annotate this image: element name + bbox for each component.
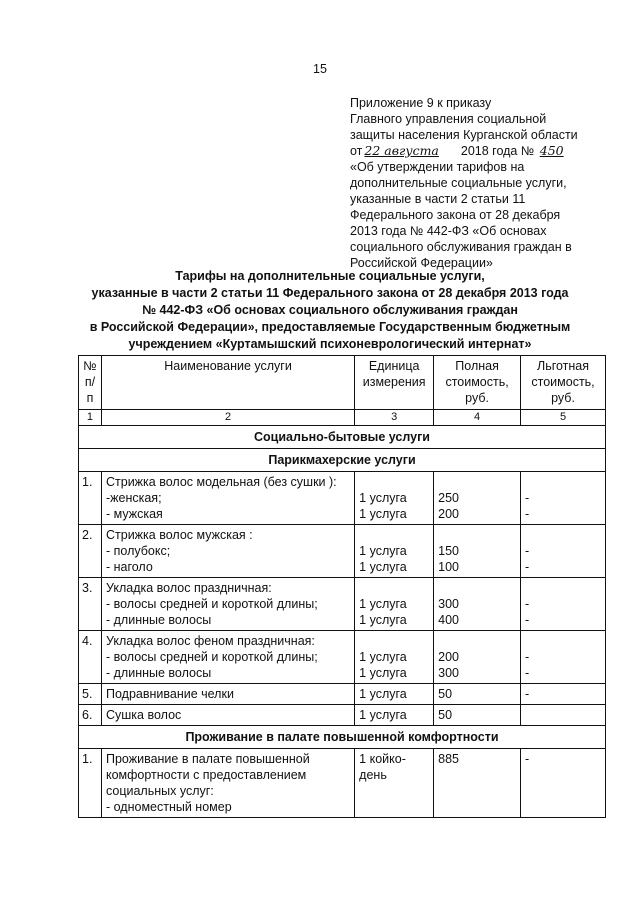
section-title-social: Социально-бытовые услуги (79, 426, 606, 449)
service-title: Укладка волос праздничная: (105, 581, 272, 595)
section-row (79, 449, 606, 472)
discount-value: - (525, 650, 530, 664)
service-sub: - волосы средней и короткой длины; (105, 650, 318, 664)
table-row (79, 705, 606, 726)
price-cell (434, 631, 521, 684)
title-line: № 442-ФЗ «Об основах социального обслуживания граждан (142, 303, 518, 317)
service-name: Сушка волос (101, 705, 354, 726)
row-number: 4. (79, 631, 102, 684)
service-sub: - наголо (105, 560, 153, 574)
table-row (79, 684, 606, 705)
table-header-row (79, 356, 606, 410)
price-value: 300 (438, 666, 459, 680)
column-index: 3 (355, 410, 434, 426)
unit-cell (355, 631, 434, 684)
section-row (79, 726, 606, 749)
service-name: Подравнивание челки (101, 684, 354, 705)
price-value: 885 (434, 749, 521, 818)
unit-value: день (359, 768, 387, 782)
discount-value: - (525, 613, 530, 627)
section-title-hairdressing: Парикмахерские услуги (79, 449, 606, 472)
table-row (79, 472, 606, 525)
header-num: № п/п (79, 356, 102, 410)
price-value: 300 (438, 597, 459, 611)
service-sub: - полубокс; (105, 544, 171, 558)
service-title: Стрижка волос модельная (без сушки ): (105, 475, 337, 489)
service-name (101, 749, 354, 818)
service-line: комфортности с предоставлением (105, 768, 307, 782)
price-value: 200 (438, 507, 459, 521)
discount-value: - (525, 597, 530, 611)
unit-value: 1 услуга (355, 705, 434, 726)
handwritten-date: 22 августа (364, 143, 439, 158)
section-title-comfort: Проживание в палате повышенной комфортности (79, 726, 606, 749)
title-line: учреждением «Куртамышский психоневрологический интернат» (128, 337, 532, 351)
service-sub: - длинные волосы (105, 666, 212, 680)
service-title: Стрижка волос мужская : (105, 528, 253, 542)
row-number: 3. (79, 578, 102, 631)
table-row (79, 578, 606, 631)
row-number: 1. (79, 472, 102, 525)
section-row (79, 426, 606, 449)
annex-line: Приложение 9 к приказу (350, 96, 492, 110)
annex-line: указанные в части 2 статьи 11 (350, 192, 526, 206)
annex-line: 2013 года № 442-ФЗ «Об основах (350, 224, 547, 238)
service-name (101, 631, 354, 684)
service-name (101, 525, 354, 578)
unit-value: 1 услуга (359, 544, 407, 558)
discount-value: - (521, 684, 606, 705)
service-line: - одноместный номер (105, 800, 232, 814)
price-cell (434, 525, 521, 578)
discount-cell (521, 631, 606, 684)
discount-cell (521, 472, 606, 525)
date-prefix: от (350, 144, 363, 158)
annex-line: Российской Федерации» (350, 256, 493, 270)
price-value: 100 (438, 560, 459, 574)
document-title (60, 268, 600, 353)
column-index-row (79, 410, 606, 426)
discount-value (521, 705, 606, 726)
service-sub: - волосы средней и короткой длины; (105, 597, 318, 611)
annex-header (350, 95, 630, 271)
price-value: 250 (438, 491, 459, 505)
row-number: 5. (79, 684, 102, 705)
price-value: 50 (434, 705, 521, 726)
annex-date-line (350, 143, 630, 159)
table-row (79, 631, 606, 684)
page-number: 15 (313, 62, 327, 76)
discount-value: - (525, 491, 530, 505)
service-title: Укладка волос феном праздничная: (105, 634, 315, 648)
unit-value: 1 услуга (355, 684, 434, 705)
year-text: 2018 года № (460, 144, 535, 158)
service-name (101, 472, 354, 525)
service-line: Проживание в палате повышенной (105, 752, 310, 766)
row-number: 1. (79, 749, 102, 818)
tariff-table (78, 355, 606, 818)
discount-value: - (521, 749, 606, 818)
header-unit: Единица измерения (355, 356, 434, 410)
unit-cell (355, 525, 434, 578)
unit-cell (355, 749, 434, 818)
price-value: 400 (438, 613, 459, 627)
header-full-price: Полная стоимость, руб. (434, 356, 521, 410)
price-value: 150 (438, 544, 459, 558)
unit-value: 1 услуга (359, 491, 407, 505)
discount-value: - (525, 560, 530, 574)
service-sub: -женская; (105, 491, 162, 505)
discount-value: - (525, 666, 530, 680)
service-name (101, 578, 354, 631)
title-line: в Российской Федерации», предоставляемые Государственным бюджетным (89, 320, 571, 334)
discount-cell (521, 578, 606, 631)
handwritten-order-number: 450 (539, 143, 564, 158)
price-cell (434, 472, 521, 525)
title-line: Тарифы на дополнительные социальные услуги, (175, 269, 485, 283)
annex-line: Главного управления социальной (350, 112, 547, 126)
unit-value: 1 койко- (359, 752, 406, 766)
column-index: 4 (434, 410, 521, 426)
service-line: социальных услуг: (105, 784, 214, 798)
service-sub: - мужская (105, 507, 163, 521)
price-value: 200 (438, 650, 459, 664)
annex-line: дополнительные социальные услуги, (350, 176, 567, 190)
unit-value: 1 услуга (359, 666, 407, 680)
price-cell (434, 578, 521, 631)
row-number: 2. (79, 525, 102, 578)
discount-value: - (525, 544, 530, 558)
annex-line: социального обслуживания граждан в (350, 240, 572, 254)
title-line: указанные в части 2 статьи 11 Федерального закона от 28 декабря 2013 года (91, 286, 569, 300)
row-number: 6. (79, 705, 102, 726)
annex-line: «Об утверждении тарифов на (350, 160, 525, 174)
column-index: 1 (79, 410, 102, 426)
column-index: 5 (521, 410, 606, 426)
unit-cell (355, 578, 434, 631)
header-name: Наименование услуги (101, 356, 354, 410)
unit-value: 1 услуга (359, 597, 407, 611)
unit-cell (355, 472, 434, 525)
header-discount-price: Льготная стоимость, руб. (521, 356, 606, 410)
unit-value: 1 услуга (359, 650, 407, 664)
unit-value: 1 услуга (359, 560, 407, 574)
table-row (79, 749, 606, 818)
annex-line: Федерального закона от 28 декабря (350, 208, 561, 222)
table-row (79, 525, 606, 578)
unit-value: 1 услуга (359, 613, 407, 627)
price-value: 50 (434, 684, 521, 705)
annex-line: защиты населения Курганской области (350, 128, 578, 142)
discount-value: - (525, 507, 530, 521)
unit-value: 1 услуга (359, 507, 407, 521)
discount-cell (521, 525, 606, 578)
service-sub: - длинные волосы (105, 613, 212, 627)
column-index: 2 (101, 410, 354, 426)
